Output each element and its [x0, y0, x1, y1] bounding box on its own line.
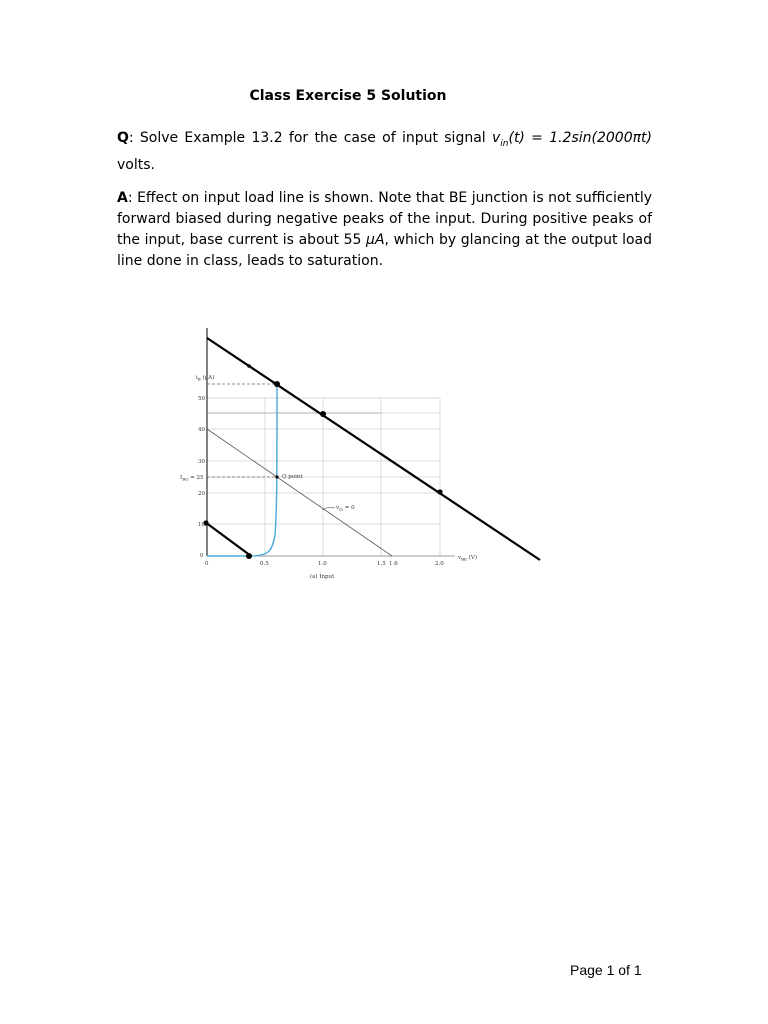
- x-tick-1-0: 1.0: [318, 561, 327, 567]
- answer-mu-unit: μA: [366, 232, 385, 248]
- x-tick-2-0: 2.0: [435, 561, 444, 567]
- question-paragraph: [117, 128, 652, 176]
- vin-zero-label: $v_{in} = 0$: [336, 505, 355, 512]
- load-line-marker-2: [320, 411, 326, 417]
- answer-label: A: [117, 190, 128, 206]
- answer-text-1: : Effect on input load line is shown. Note that BE junction is not sufficiently forward biased during negative peaks of the input. During positive peaks of the input, base current is about 55: [117, 190, 652, 248]
- answer-paragraph: [117, 188, 652, 272]
- figure-caption: (a) Input: [310, 574, 335, 580]
- input-signal-formula: $v_{in}(t) = 1.2\sin(2000\pi t)$: [491, 130, 652, 149]
- x-tick-0-5: 0.5: [260, 561, 269, 567]
- x-tick-0: 0: [205, 561, 209, 567]
- load-line-positive-peak: [207, 338, 540, 560]
- load-line-vin-zero: [207, 429, 392, 556]
- plot-grid: [207, 398, 440, 556]
- q-point-label: Q point: [282, 474, 303, 480]
- y-tick-40: 40: [198, 427, 205, 433]
- document-title: Class Exercise 5 Solution: [249, 88, 447, 104]
- answer-text-2: , which by glancing at the output load line done in class, leads to saturation.: [117, 232, 652, 269]
- question-text: : Solve Example 13.2 for the case of input signal: [128, 130, 492, 146]
- ibq-label: $I_{BQ} = 25$: [180, 475, 204, 482]
- load-line-marker-3: [437, 489, 442, 494]
- question-units: volts.: [117, 156, 155, 173]
- negative-peak-point: [246, 553, 252, 559]
- y-tick-20: 20: [198, 491, 205, 497]
- load-line-figure: [170, 320, 550, 594]
- y-tick-50: 50: [198, 396, 205, 402]
- question-label: Q: [117, 130, 129, 146]
- x-axis-label: $v_{BE}$ (V): [458, 555, 477, 562]
- y-axis-label: $i_B$ (μA): [196, 375, 215, 382]
- load-line-marker-1: [247, 364, 251, 368]
- positive-peak-point: [274, 381, 280, 387]
- y-tick-10: 10: [198, 522, 205, 528]
- x-tick-1-6: 1.6: [389, 561, 398, 567]
- page-footer: Page 1 of 1: [570, 962, 642, 978]
- y-tick-0: 0: [200, 553, 204, 559]
- x-tick-1-5: 1.5: [377, 561, 386, 567]
- y-tick-30: 30: [198, 459, 205, 465]
- q-point-marker: [275, 475, 278, 478]
- load-line-negative-peak: [205, 522, 251, 556]
